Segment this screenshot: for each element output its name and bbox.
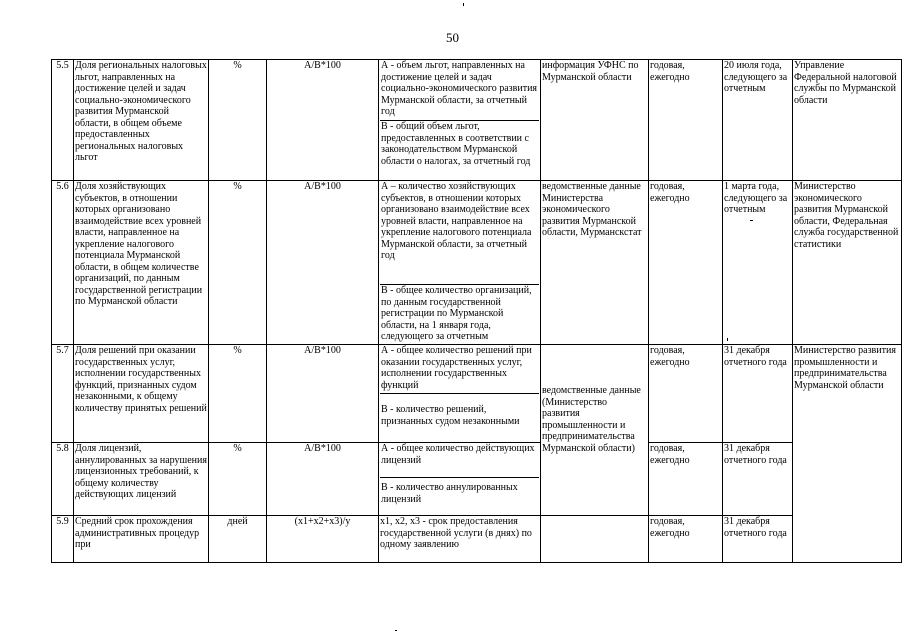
table-row <box>52 60 902 181</box>
scan-speck <box>750 220 753 221</box>
data-source: ведомственные данные Министерства экономического развития Мурманской области, Мурманскстат <box>541 181 649 345</box>
row-number: 5.9 <box>52 516 74 563</box>
variable-b: В - количество аннулированных лицензий <box>381 482 518 505</box>
data-source <box>541 516 649 563</box>
table-row <box>52 181 902 345</box>
unit: % <box>209 443 267 516</box>
deadline: 31 декабря отчетного года <box>723 345 793 443</box>
variables-cell <box>379 60 541 181</box>
variables-cell <box>379 345 541 443</box>
frequency: годовая, ежегодно <box>649 60 723 181</box>
scan-speck <box>395 630 397 631</box>
variable-a: А - общее количество действующих лицензий <box>380 443 539 478</box>
frequency: годовая, ежегодно <box>649 345 723 443</box>
variable-b: В - количество решений, признанных судом незаконными <box>381 404 520 427</box>
unit: дней <box>209 516 267 563</box>
formula: А/В*100 <box>267 181 379 345</box>
deadline: 31 декабря отчетного года <box>723 516 793 563</box>
indicator-name: Средний срок прохождения административных процедур при <box>74 516 209 563</box>
deadline: 20 июля года, следующего за отчетным <box>723 60 793 181</box>
formula: (х1+х2+х3)/у <box>267 516 379 563</box>
unit: % <box>209 345 267 443</box>
indicator-name: Доля региональных налоговых льгот, направленных на достижение целей и задач социально-экономического развития Мурманской области, в общем объеме предоставленных региональных налоговых льгот <box>74 60 209 181</box>
deadline: 1 марта года, следующего за отчетным <box>723 181 793 345</box>
formula: А/В*100 <box>267 60 379 181</box>
variables-cell <box>379 443 541 516</box>
scan-speck <box>727 338 728 341</box>
variable-a: А - объем льгот, направленных на достижение целей и задач социально-экономического развития Мурманской области, за отчетный год <box>380 60 539 121</box>
row-number: 5.7 <box>52 345 74 443</box>
variable-a: А – количество хозяйствующих субъектов, в отношении которых организовано взаимодействие всех уровней власти, направленное на укрепление налогового потенциала Мурманской области, за отчетный год <box>380 181 539 285</box>
indicator-name: Доля решений при оказании государственных услуг, исполнении государственных функций, признанных судом незаконными, к общему количеству принятых решений <box>74 345 209 443</box>
table-row <box>52 443 902 516</box>
variable-b: В - общий объем льгот, предоставленных в соответствии с законодательством Мурманской области о налогах, за отчетный год <box>381 121 531 167</box>
data-source: информация УФНС по Мурманской области <box>541 60 649 181</box>
row-number: 5.8 <box>52 443 74 516</box>
formula: А/В*100 <box>267 443 379 516</box>
frequency: годовая, ежегодно <box>649 181 723 345</box>
variables-cell <box>379 181 541 345</box>
variable-b: В - общее количество организаций, по данным государственной регистрации по Мурманской области, на 1 января года, следующего за отчетным <box>381 285 532 342</box>
variable-a: х1, х2, х3 - срок предоставления государственной услуги (в днях) по одному заявлению <box>379 516 541 563</box>
responsible: Министерство экономического развития Мурманской области, Федеральная служба государственной статистики <box>793 181 902 345</box>
unit: % <box>209 60 267 181</box>
frequency: годовая, ежегодно <box>649 443 723 516</box>
page-number: 50 <box>446 30 459 45</box>
row-number: 5.6 <box>52 181 74 345</box>
table-row <box>52 345 902 443</box>
indicators-table <box>51 59 902 563</box>
unit: % <box>209 181 267 345</box>
row-number: 5.5 <box>52 60 74 181</box>
frequency: годовая, ежегодно <box>649 516 723 563</box>
variable-a: А - общее количество решений при оказании государственных услуг, исполнении государственных функций <box>380 345 539 394</box>
responsible-merged: Министерство развития промышленности и предпринимательства Мурманской области <box>793 345 902 563</box>
data-source-merged: ведомственные данные (Министерство развития промышленности и предпринимательства Мурманской области) <box>541 345 649 516</box>
indicator-name: Доля лицензий, аннулированных за нарушения лицензионных требований, к общему количеству действующих лицензий <box>74 443 209 516</box>
indicator-name: Доля хозяйствующих субъектов, в отношении которых организовано взаимодействие всех уровней власти, направленное на укрепление налогового потенциала Мурманской области, в общем количестве организаций, по данным государственной регистрации по Мурманской области <box>74 181 209 345</box>
table-row <box>52 516 902 563</box>
scan-speck <box>463 3 464 6</box>
responsible: Управление Федеральной налоговой службы по Мурманской области <box>793 60 902 181</box>
formula: А/В*100 <box>267 345 379 443</box>
deadline: 31 декабря отчетного года <box>723 443 793 516</box>
